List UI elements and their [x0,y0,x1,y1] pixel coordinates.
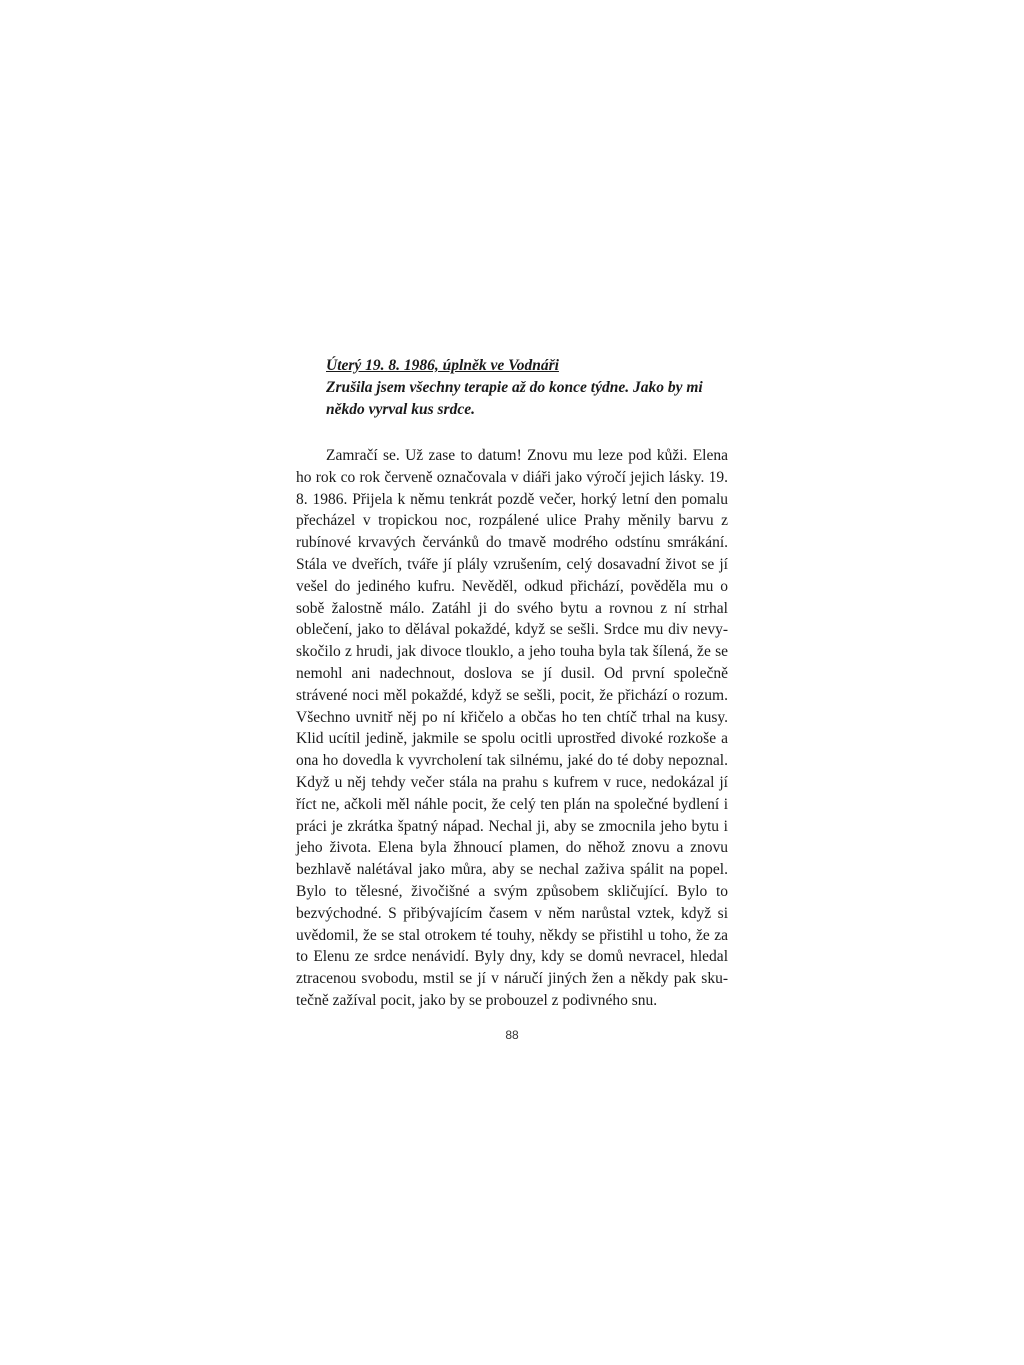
entry-date-title: Úterý 19. 8. 1986, úplněk ve Vodnáři [326,357,559,374]
text-block [296,355,728,1012]
page-number: 88 [505,1028,519,1042]
entry-note-line-2: někdo vyrval kus srdce. [326,401,475,418]
entry-heading [296,355,728,421]
entry-note-line-1: Zrušila jsem všechny terapie až do konce týdne. Jako by mi [326,379,703,396]
body-paragraph: Zamračí se. Už zase to datum! Znovu mu leze pod kůži. Elena ho rok co rok červeně označovala v diáři jako výročí jejich lásky. 19. 8. 1986. Přijela k němu tenkrát pozdě večer, horký letní den pomalu přecházel v tropickou noc, rozpálené ulice Prahy měnily barvu z rubínové krvavých červánků do tmavě modrého odstínu smrákání. Stála ve dveřích, tváře jí plály vzrušením, celý dosavadní život se jí vešel do jediného kufru. Nevěděl, odkud přichází, pověděla mu o sobě žalostně málo. Zatáhl ji do svého bytu a rovnou z ní strhal oblečení, jako to dělával pokaždé, když se sešli. Srdce mu div nevyskočilo z hrudi, jak divoce tlouklo, a jeho touha byla tak šílená, že se nemohl ani nadechnout, doslova se jí dusil. Od první společně strávené noci měl pokaždé, když se sešli, pocit, že přichází o rozum. Všechno uvnitř něj po ní křičelo a občas ho ten chtíč trhal na kusy. Klid ucítil jedině, jakmile se spolu ocitli uprostřed divoké rozkoše a ona ho dovedla k vyvrcholení tak silnému, jaké do té doby nepoznal. Když u něj tehdy večer stála na prahu s kufrem v ruce, nedokázal jí říct ne, ačkoli měl náhle pocit, že celý ten plán na společné bydlení i práci je zkrátka špatný nápad. Nechal ji, aby se zmocnila jeho bytu i jeho života. Elena byla žhnoucí plamen, do něhož znovu a znovu bezhlavě nalétával jako můra, aby se nechal zaživa spálit na popel. Bylo to tělesné, živočišné a svým způsobem skličující. Bylo to bezvýchodné. S přibývajícím časem v něm narůstal vztek, když si uvědomil, že se stal otrokem té touhy, někdy se přistihl u toho, že za to Elenu ze srdce nenávidí. Byly dny, kdy se domů nevracel, hledal ztracenou svobodu, mstil se jí v náručí jiných žen a někdy pak skutečně zažíval pocit, jako by se probouzel z podivného snu. [296,447,728,1009]
